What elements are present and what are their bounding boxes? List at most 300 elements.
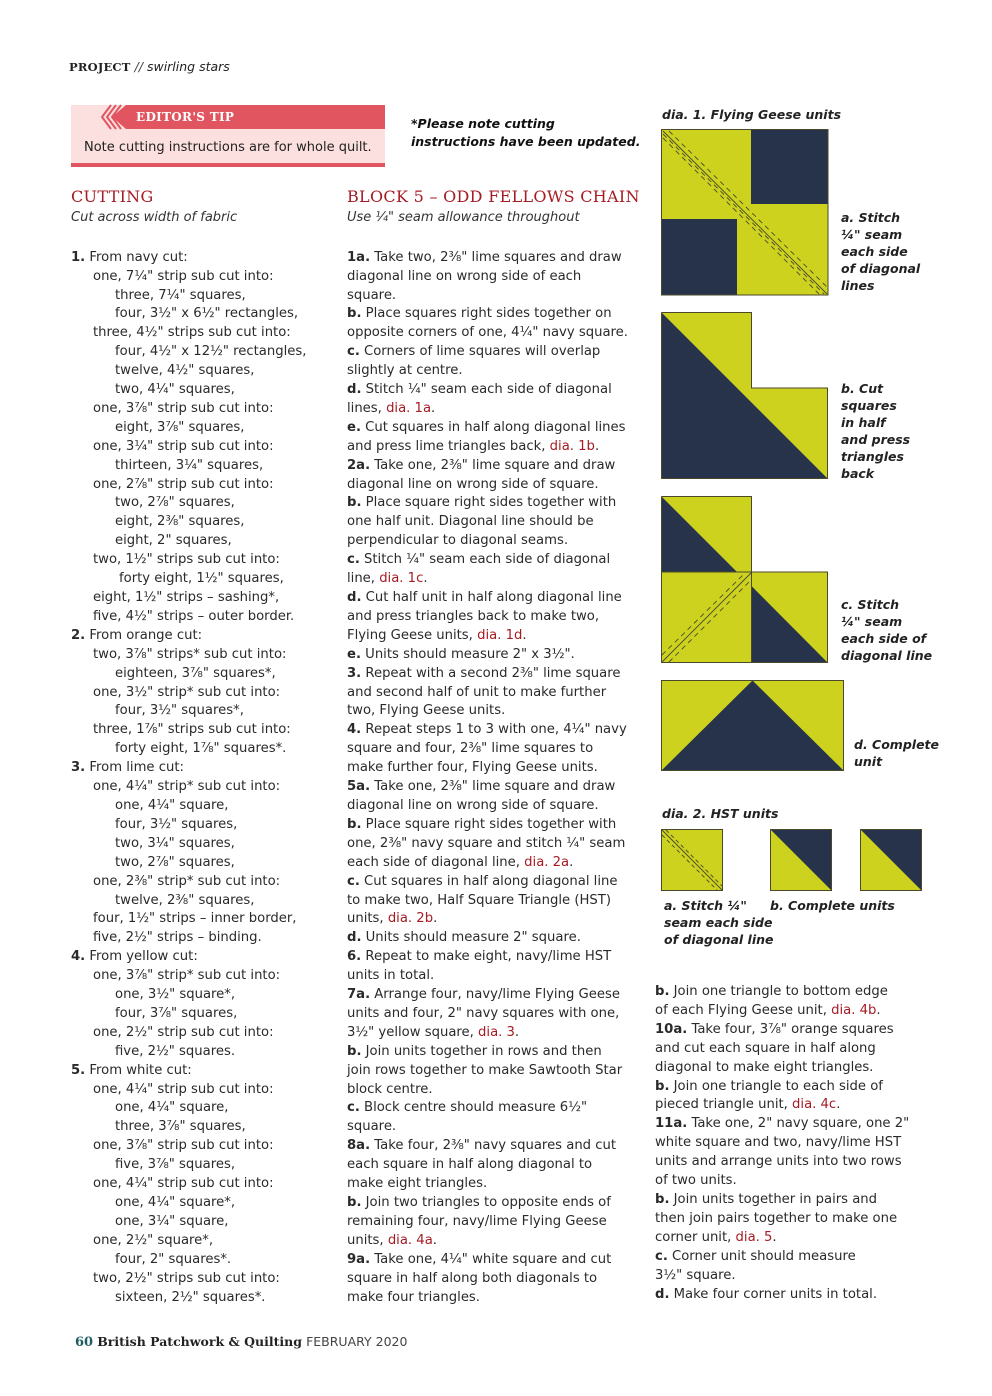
cutting-text: one, 2½" strip sub cut into: [93,1024,274,1040]
step-line [347,1137,647,1156]
step-line [347,1005,647,1024]
cutting-text: one, 4¼" square, [115,797,229,813]
diagram-reference-link[interactable]: dia. 1c [379,571,424,587]
cutting-text: one, 3½" strip* sub cut into: [93,684,281,700]
step-number: 2a. [347,457,371,473]
continued-steps [655,983,930,1304]
step-text: of each Flying Geese unit, [655,1002,832,1018]
cutting-item [71,910,339,929]
step-text: one half unit. Diagonal line should be [347,514,594,530]
cutting-item [71,570,339,589]
step-text: Take one, 2" navy square, one 2" [687,1116,910,1132]
step-line [347,702,647,721]
cutting-text: five, 3⅞" squares, [115,1157,236,1173]
cutting-text: four, 1½" strips – inner border, [93,911,297,927]
cutting-text: eight, 1½" strips – sashing*, [93,590,280,606]
step-line [347,967,647,986]
step-text: Join two triangles to opposite ends of [361,1195,611,1211]
step-text: Place square right sides together with [361,816,617,832]
step-line [347,929,647,948]
step-text: square in half along both diagonals to [347,1270,598,1286]
cutting-item [71,1270,339,1289]
cutting-item [71,1043,339,1062]
cutting-text: two, 2⅞" squares, [115,495,235,511]
step-text: line, [347,571,380,587]
step-number: 7a. [347,987,371,1003]
diagram-reference-link[interactable]: dia. 2b [387,911,434,927]
caption-line: a. Stitch [841,210,901,225]
step-number: e. [347,419,361,435]
cutting-item [71,684,339,703]
step-line [347,343,647,362]
step-line [347,1118,647,1137]
step-line [347,1099,647,1118]
cutting-item [71,892,339,911]
dia2b-hst-unit [860,829,923,892]
step-text: square. [347,287,397,303]
cutting-text: From orange cut: [85,627,203,643]
dia1b-diagram [661,312,829,480]
block5-heading: BLOCK 5 – ODD FELLOWS CHAIN [347,187,640,206]
cutting-text: eight, 3⅞" squares, [115,419,245,435]
step-text: lines, [347,400,387,416]
step-text: make four triangles. [347,1289,480,1305]
step-number: b. [347,306,362,322]
step-line [347,1232,647,1251]
caption-line: lines [841,278,875,293]
step-text: . [569,854,574,870]
step-line [347,1081,647,1100]
cutting-text: one, 7¼" strip sub cut into: [93,268,274,284]
step-line [655,1059,930,1078]
cutting-text: three, 1⅞" strips sub cut into: [93,722,291,738]
cutting-text: one, 3¼" square, [115,1213,229,1229]
step-line [655,1191,930,1210]
step-text: Take four, 3⅞" orange squares [687,1021,894,1037]
cutting-item [71,438,339,457]
chevron-arrows-icon [99,103,125,131]
step-line [655,1021,930,1040]
step-text: pieced triangle unit, [655,1097,793,1113]
step-line [347,381,647,400]
cutting-text: four, 3½" squares*, [115,703,244,719]
cutting-item [71,287,339,306]
dia1a-diagram [661,129,829,296]
step-line [347,646,647,665]
step-text: units and arrange units into two rows [655,1154,902,1170]
cutting-item [71,778,339,797]
cutting-text: thirteen, 3¼" squares, [115,457,264,473]
issue-date: FEBRUARY 2020 [306,1334,408,1349]
diagram-reference-link[interactable]: dia. 4b [831,1002,877,1018]
cutting-item [71,324,339,343]
cutting-item [71,1194,339,1213]
step-text: Arrange four, navy/lime Flying Geese [370,987,620,1003]
running-head [69,59,230,74]
step-line [347,740,647,759]
cutting-text: forty eight, 1½" squares, [119,571,284,587]
editors-tip-text: Note cutting instructions are for whole quilt. [84,140,372,155]
step-number: 3. [71,760,86,776]
step-text: . [433,911,438,927]
cutting-text: five, 2½" squares. [115,1043,236,1059]
cutting-item [71,721,339,740]
step-line [347,1194,647,1213]
caption-line: ¼" seam [841,227,903,242]
step-text: Repeat steps 1 to 3 with one, 4¼" navy [361,722,627,738]
step-line [347,759,647,778]
cutting-item [71,1156,339,1175]
step-text: Make four corner units in total. [669,1286,878,1302]
cutting-text: two, 3⅞" strips* sub cut into: [93,646,287,662]
step-line [655,1040,930,1059]
step-line [347,419,647,438]
dia2a-diagram [661,829,724,892]
step-text: remaining four, navy/lime Flying Geese [347,1213,607,1229]
dia1c-diagram [661,496,829,664]
step-line [347,721,647,740]
cutting-text: eight, 2⅜" squares, [115,514,245,530]
step-number: d. [347,590,362,606]
step-text: units and four, 2" navy squares with one, [347,1005,620,1021]
step-number: b. [347,1043,362,1059]
step-line [347,551,647,570]
cutting-text: one, 4¼" square*, [115,1195,236,1211]
step-number: d. [347,382,362,398]
step-text: Join units together in rows and then [361,1043,602,1059]
step-line [347,816,647,835]
dia2-title: dia. 2. HST units [662,806,779,821]
cutting-item [71,1232,339,1251]
caption-line: seam each side [664,915,773,930]
project-title: swirling stars [146,59,230,74]
cutting-subheading: Cut across width of fabric [71,209,238,225]
step-text: units in total. [347,968,435,984]
step-text: Take one, 2⅜" lime square and draw [370,779,616,795]
cutting-item [71,873,339,892]
step-text: perpendicular to diagonal seams. [347,533,569,549]
caption-line: and press [841,432,911,447]
cutting-text: From yellow cut: [85,949,198,965]
cutting-item [71,494,339,513]
step-text: Take one, 4¼" white square and cut [370,1251,612,1267]
step-text: units, [347,1232,388,1248]
step-line [347,324,647,343]
cutting-item [71,1289,339,1308]
cutting-item [71,929,339,948]
step-number: 4. [71,949,86,965]
cutting-item [71,608,339,627]
step-text: slightly at centre. [347,363,463,379]
step-number: b. [347,1195,362,1211]
step-number: 5. [71,1062,86,1078]
cutting-item [71,1005,339,1024]
step-text: Cut squares in half along diagonal line [359,873,618,889]
step-line [347,627,647,646]
step-text: then join pairs together to make one [655,1210,898,1226]
caption-line: c. Stitch [841,597,900,612]
cutting-text: three, 4½" strips sub cut into: [93,325,291,341]
diagram-reference-link[interactable]: dia. 1a [386,400,432,416]
project-label: PROJECT [69,60,131,74]
dia1c-caption [841,596,932,664]
caption-line: of diagonal line [664,932,774,947]
step-line [347,1251,647,1270]
step-number: 9a. [347,1251,371,1267]
editors-tip-underline [71,163,385,167]
step-line [347,986,647,1005]
step-line [347,494,647,513]
step-number: 10a. [655,1021,688,1037]
step-text: . [836,1097,841,1113]
step-text: and second half of unit to make further [347,684,607,700]
block5-section [347,188,647,1307]
update-note [411,115,651,151]
cutting-fabric-heading [71,1062,339,1081]
step-number: 3. [347,665,362,681]
step-line [347,570,647,589]
cutting-item [71,532,339,551]
cutting-text: one, 2⅜" strip* sub cut into: [93,873,281,889]
step-text: Flying Geese units, [347,627,478,643]
cutting-text: one, 3⅞" strip* sub cut into: [93,968,281,984]
cutting-item [71,1251,339,1270]
step-text: corner unit, [655,1229,736,1245]
caption-line: squares [841,398,897,413]
cutting-text: four, 3½" squares, [115,816,238,832]
step-text: each square in half along diagonal to [347,1157,593,1173]
diagram-reference-link[interactable]: dia. 1b [549,438,595,454]
cutting-text: one, 3⅞" strip sub cut into: [93,1138,274,1154]
step-number: d. [655,1286,670,1302]
step-text: Take two, 2⅜" lime squares and draw [370,249,622,265]
step-number: 1a. [347,249,371,265]
step-line [347,892,647,911]
dia1d-caption [854,736,939,770]
cutting-item [71,702,339,721]
cutting-text: two, 3¼" squares, [115,835,235,851]
diagram-reference-link[interactable]: dia. 4a [387,1232,433,1248]
step-line [655,1002,930,1021]
step-text: one, 2⅜" navy square and stitch ¼" seam [347,835,626,851]
cutting-item [71,665,339,684]
step-text: . [514,1024,520,1040]
cutting-text: three, 7¼" squares, [115,287,246,303]
step-line [347,249,647,268]
step-number: b. [655,1078,670,1094]
cutting-item [71,457,339,476]
cutting-item [71,551,339,570]
cutting-text: five, 4½" strips – outer border. [93,608,295,624]
cutting-text: four, 2" squares*. [115,1251,232,1267]
caption-line: each side of [841,631,927,646]
step-text: make eight triangles. [347,1176,488,1192]
block5-steps [347,249,647,1308]
step-number: b. [655,984,670,999]
cutting-text: forty eight, 1⅞" squares*. [115,741,287,757]
cutting-item [71,1175,339,1194]
step-number: b. [655,1191,670,1207]
cutting-item [71,268,339,287]
step-text: Stitch ¼" seam each side of diagonal [361,382,612,398]
step-line [655,1172,930,1191]
step-line [347,362,647,381]
diagram-reference-link[interactable]: dia. 1d [477,627,523,643]
step-line [347,948,647,967]
step-text: make further four, Flying Geese units. [347,760,598,776]
step-number: 4. [347,722,362,738]
cutting-text: two, 2⅞" squares, [115,854,235,870]
step-text: Block centre should measure 6½" [359,1100,588,1116]
step-text: Corners of lime squares will overlap [359,344,601,360]
step-text: . [432,1232,437,1248]
cutting-text: twelve, 4½" squares, [115,363,255,379]
dia1d-diagram [661,680,845,772]
cutting-item [71,854,339,873]
step-line [347,1156,647,1175]
cutting-text: two, 1½" strips sub cut into: [93,552,280,568]
step-text: . [423,571,428,587]
cutting-item [71,400,339,419]
step-text: Repeat to make eight, navy/lime HST [361,949,612,965]
step-text: opposite corners of one, 4¼" navy square. [347,325,628,341]
step-number: c. [655,1248,668,1264]
cutting-text: four, 4½" x 12½" rectangles, [115,344,307,360]
step-number: 6. [347,949,362,965]
continued-steps-section [655,983,930,1304]
step-line [655,1153,930,1172]
diagram-reference-link[interactable]: dia. 3 [478,1024,515,1040]
step-line [347,608,647,627]
caption-line: each side [841,244,908,259]
update-note-line: *Please note cutting [411,116,555,131]
step-text: Join one triangle to bottom edge [669,984,888,999]
step-text: diagonal line on wrong side of square. [347,476,599,492]
step-text: Units should measure 2" square. [361,930,581,946]
caption-line: a. Stitch ¼" [664,898,747,913]
step-text: square and four, 2⅜" lime squares to [347,741,594,757]
step-text: Repeat with a second 2⅜" lime square [361,665,621,681]
step-number: c. [347,873,360,889]
step-text: diagonal to make eight triangles. [655,1059,874,1075]
cutting-text: one, 4¼" square, [115,1100,229,1116]
navy-square [751,130,828,205]
navy-square [662,219,738,295]
step-text: and cut each square in half along [655,1040,876,1056]
step-text: 3½" square. [655,1267,736,1283]
step-line [347,287,647,306]
caption-line: back [841,466,875,481]
cutting-item [71,362,339,381]
step-line [347,665,647,684]
cutting-text: four, 3⅞" squares, [115,1005,238,1021]
step-text: white square and two, navy/lime HST [655,1135,902,1151]
diagram-reference-link[interactable]: dia. 4c [792,1097,837,1113]
block5-subheading: Use ¼" seam allowance throughout [347,209,580,225]
step-line [347,835,647,854]
magazine-name: British Patchwork & Quilting [97,1334,302,1349]
step-text: Join units together in pairs and [669,1191,878,1207]
step-number: b. [347,816,362,832]
page-footer [75,1334,407,1350]
step-text: Join one triangle to each side of [669,1078,883,1094]
step-line [347,532,647,551]
cutting-text: three, 3⅞" squares, [115,1119,246,1135]
cutting-item [71,797,339,816]
diagram-reference-link[interactable]: dia. 2a [524,854,570,870]
step-line [347,854,647,873]
page-number: 60 [75,1335,94,1350]
cutting-text: one, 3½" square*, [115,987,236,1003]
cutting-item [71,1213,339,1232]
step-text: Cut half unit in half along diagonal line [361,590,622,606]
caption-line: ¼" seam [841,614,903,629]
cutting-item [71,305,339,324]
step-text: units, [347,911,388,927]
cutting-item [71,513,339,532]
step-number: c. [347,1100,360,1116]
diagram-reference-link[interactable]: dia. 5 [735,1229,773,1245]
step-text: of two units. [655,1173,737,1189]
step-text: . [431,400,436,416]
caption-line: in half [841,415,886,430]
cutting-text: four, 3½" x 6½" rectangles, [115,306,299,322]
cutting-item [71,1137,339,1156]
caption-line: b. Cut [841,381,884,396]
step-text: Take one, 2⅜" lime square and draw [370,457,616,473]
step-line [347,1213,647,1232]
cutting-heading: CUTTING [71,187,154,206]
cutting-text: one, 4¼" strip sub cut into: [93,1081,274,1097]
step-text: each side of diagonal line, [347,854,525,870]
caption-line: triangles [841,449,904,464]
step-number: b. [347,495,362,511]
step-line [347,1062,647,1081]
step-line [347,1289,647,1308]
step-text: and press triangles back to make two, [347,608,600,624]
step-text: 3½" yellow square, [347,1024,479,1040]
caption-line: d. Complete [854,737,939,752]
cutting-item [71,967,339,986]
cutting-text: sixteen, 2½" squares*. [115,1289,266,1305]
step-number: d. [347,930,362,946]
step-text: diagonal line on wrong side of square. [347,797,599,813]
cutting-item [71,740,339,759]
step-line [655,1286,930,1305]
cutting-fabric-heading [71,948,339,967]
step-line [347,1175,647,1194]
step-line [347,1024,647,1043]
cutting-item [71,1099,339,1118]
cutting-text: one, 2⅞" strip sub cut into: [93,476,274,492]
cutting-text: From white cut: [85,1062,192,1078]
cutting-item [71,419,339,438]
cutting-item [71,1024,339,1043]
step-line [347,457,647,476]
step-number: 8a. [347,1138,371,1154]
step-line [655,1134,930,1153]
cutting-item [71,835,339,854]
editors-tip-label: EDITOR'S TIP [136,110,235,124]
step-text: Place square right sides together with [361,495,617,511]
dia2b-hst-unit [770,829,833,892]
step-text: block centre. [347,1081,433,1097]
step-line [655,983,930,1002]
step-text: and press lime triangles back, [347,438,550,454]
cutting-text: two, 2½" strips sub cut into: [93,1270,280,1286]
step-text: to make two, Half Square Triangle (HST) [347,892,611,908]
cutting-item [71,589,339,608]
